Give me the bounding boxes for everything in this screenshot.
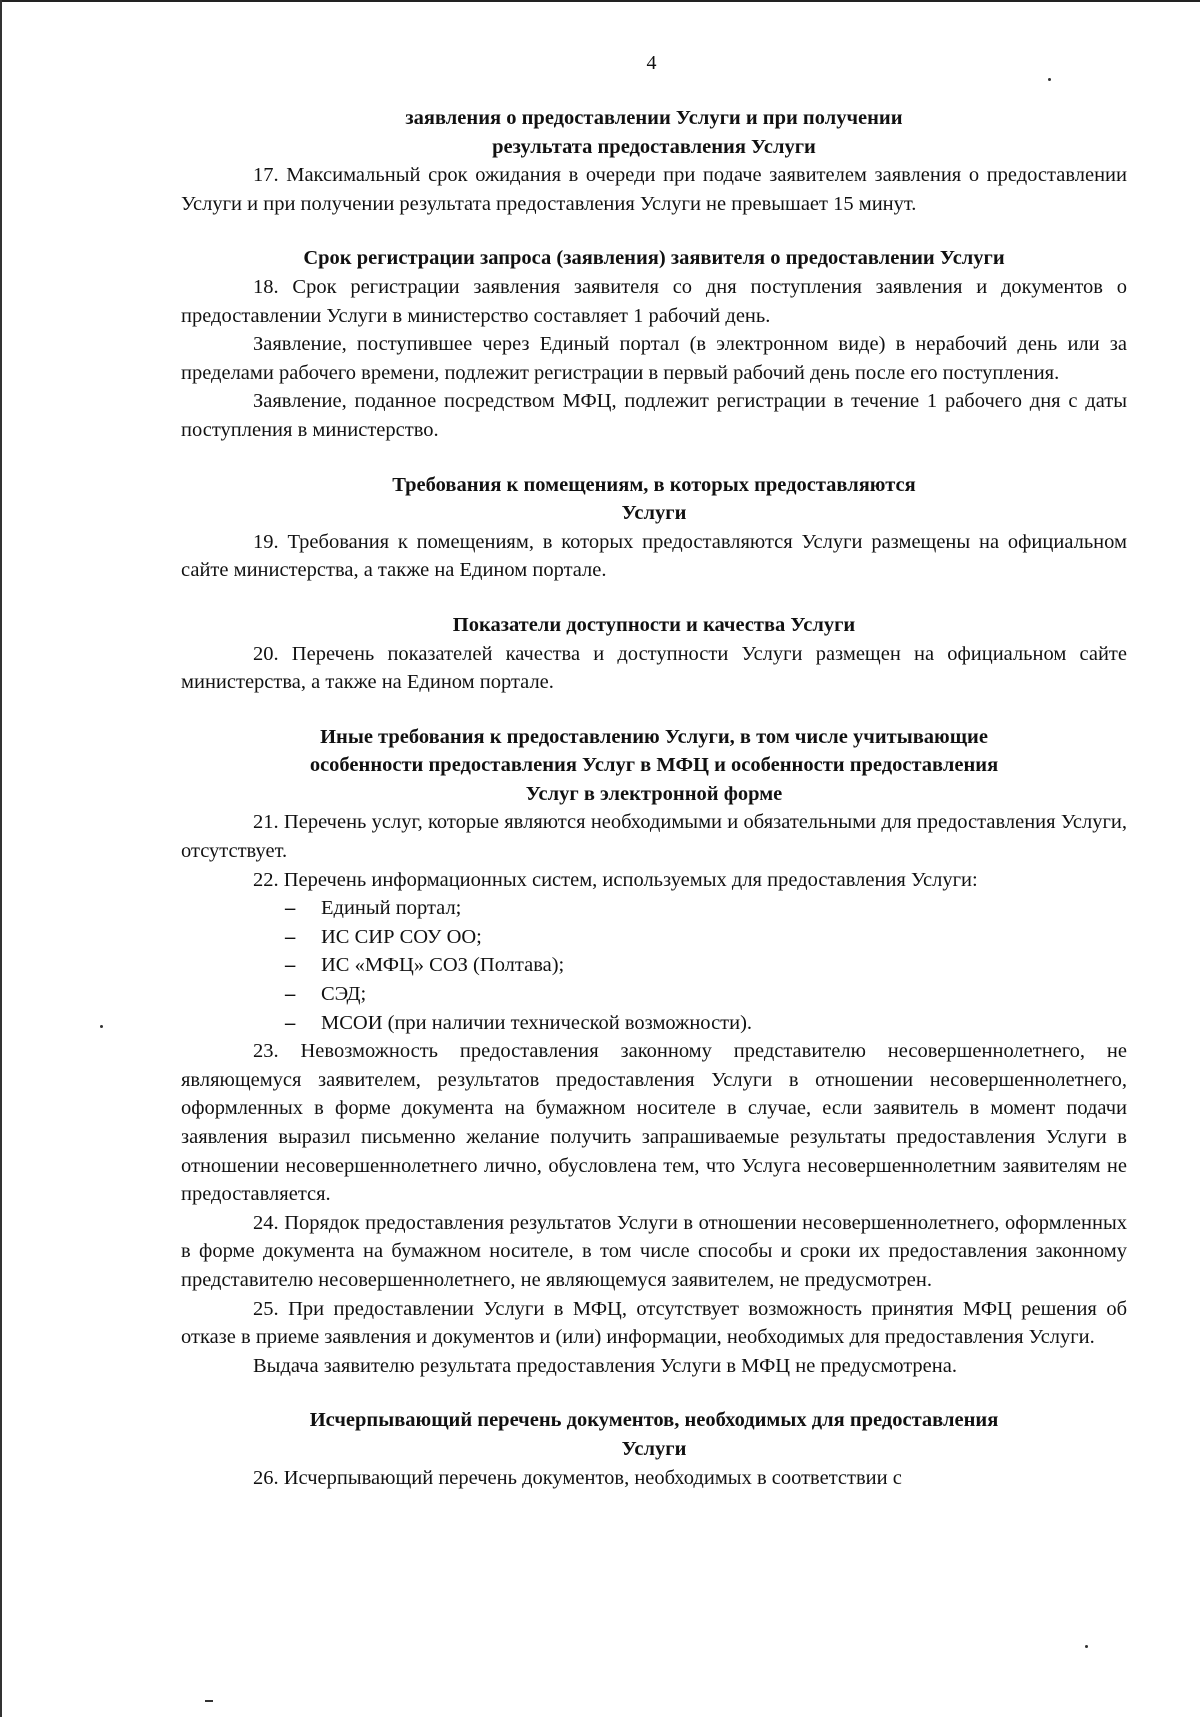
section-heading — [181, 471, 1127, 528]
paragraph: 22. Перечень информационных систем, используемых для предоставления Услуги: — [253, 868, 978, 891]
dash-bullet-icon: – — [285, 983, 296, 1006]
section-heading-line: Показатели доступности и качества Услуги — [452, 613, 856, 636]
paragraph: Заявление, поданное посредством МФЦ, подлежит регистрации в течение 1 рабочего дня с даты поступления в министерство. — [181, 390, 1127, 441]
list-item-text: МСОИ (при наличии технической возможности). — [321, 1011, 753, 1034]
list-item — [181, 894, 1127, 923]
section-heading-line: Иные требования к предоставлению Услуги, в том числе учитывающие — [320, 725, 988, 748]
section-heading-line: Требования к помещениям, в которых предоставляются — [392, 473, 916, 496]
dash-bullet-icon: – — [285, 925, 296, 948]
section-heading-line: Срок регистрации запроса (заявления) заявителя о предоставлении Услуги — [303, 247, 1005, 270]
section-heading — [181, 244, 1127, 273]
section-heading — [181, 723, 1127, 809]
section-heading-line: Услуг в электронной форме — [525, 782, 783, 805]
paragraph: 24. Порядок предоставления результатов Услуги в отношении несовершеннолетнего, оформленных в форме документа на бумажном носителе, в том числе способы и сроки их предоставления законному представителю несовершеннолетнего, не являющемуся заявителем, не предусмотрен. — [181, 1211, 1127, 1291]
paragraph: Выдача заявителю результата предоставления Услуги в МФЦ не предусмотрена. — [253, 1354, 957, 1377]
paragraph: 25. При предоставлении Услуги в МФЦ, отсутствует возможность принятия МФЦ решения об отказе в приеме заявления и документов и (или) информации, необходимых для предоставления Услуги. — [181, 1297, 1127, 1349]
scan-speck — [1048, 78, 1051, 81]
paragraph: 17. Максимальный срок ожидания в очереди при подаче заявителем заявления о предоставлении Услуги и при получении результата предоставления Услуги не превышает 15 минут. — [181, 164, 1127, 215]
list-item — [181, 980, 1127, 1009]
list-item-text: СЭД; — [321, 983, 367, 1006]
section-heading — [181, 611, 1127, 640]
scan-top-edge — [0, 0, 1200, 2]
section-heading-line: Услуги — [621, 502, 687, 525]
section-heading — [181, 104, 1127, 161]
section-heading-line: Исчерпывающий перечень документов, необходимых для предоставления — [309, 1409, 999, 1432]
dash-bullet-icon: – — [285, 897, 296, 920]
dash-bullet-icon: – — [285, 954, 296, 977]
section-heading — [181, 1406, 1127, 1463]
information-systems-list — [181, 894, 1127, 1037]
list-item — [181, 1009, 1127, 1038]
section-heading-line: результата предоставления Услуги — [492, 135, 816, 158]
paragraph: 18. Срок регистрации заявления заявителя со дня поступления заявления и документов о предоставлении Услуги в министерство составляет 1 рабочий день. — [181, 275, 1127, 327]
list-item — [181, 923, 1127, 952]
paragraph: 20. Перечень показателей качества и доступности Услуги размещен на официальном сайте министерства, а также на Едином портале. — [181, 642, 1127, 694]
section-heading-line: особенности предоставления Услуг в МФЦ и особенности предоставления — [309, 754, 999, 777]
section-heading-line: Услуги — [621, 1437, 687, 1460]
scan-speck — [205, 1700, 213, 1702]
list-item-text: Единый портал; — [321, 897, 462, 920]
dash-bullet-icon: – — [285, 1011, 296, 1034]
scan-left-edge — [0, 0, 2, 1717]
list-item-text: ИС СИР СОУ ОО; — [321, 925, 482, 948]
document-body — [181, 100, 1127, 1492]
list-item — [181, 951, 1127, 980]
scan-speck — [1085, 1645, 1088, 1648]
list-item-text: ИС «МФЦ» СОЗ (Полтава); — [321, 954, 565, 977]
paragraph: 26. Исчерпывающий перечень документов, необходимых в соответствии с — [253, 1466, 902, 1489]
paragraph: 23. Невозможность предоставления законному представителю несовершеннолетнего, не являющемуся заявителем, результатов предоставления Услуги в отношении несовершеннолетнего, оформленных в форме документа на бумажном носителе в случае, если заявитель в момент подачи заявления выразил письменно желание получить запрашиваемые результаты предоставления Услуги в отношении несовершеннолетнего лично, обусловлена тем, что Услуга несовершеннолетним заявителям не предоставляется. — [181, 1040, 1127, 1206]
paragraph: 21. Перечень услуг, которые являются необходимыми и обязательными для предоставления Услуги, отсутствует. — [181, 811, 1127, 863]
paragraph: 19. Требования к помещениям, в которых предоставляются Услуги размещены на официальном сайте министерства, а также на Едином портале. — [181, 530, 1127, 582]
section-heading-line: заявления о предоставлении Услуги и при получении — [405, 107, 903, 129]
paragraph: Заявление, поступившее через Единый портал (в электронном виде) в нерабочий день или за пределами рабочего времени, подлежит регистрации в первый рабочий день после его поступления. — [181, 333, 1127, 384]
page-number: 4 — [646, 52, 657, 74]
scan-speck — [100, 1025, 103, 1028]
